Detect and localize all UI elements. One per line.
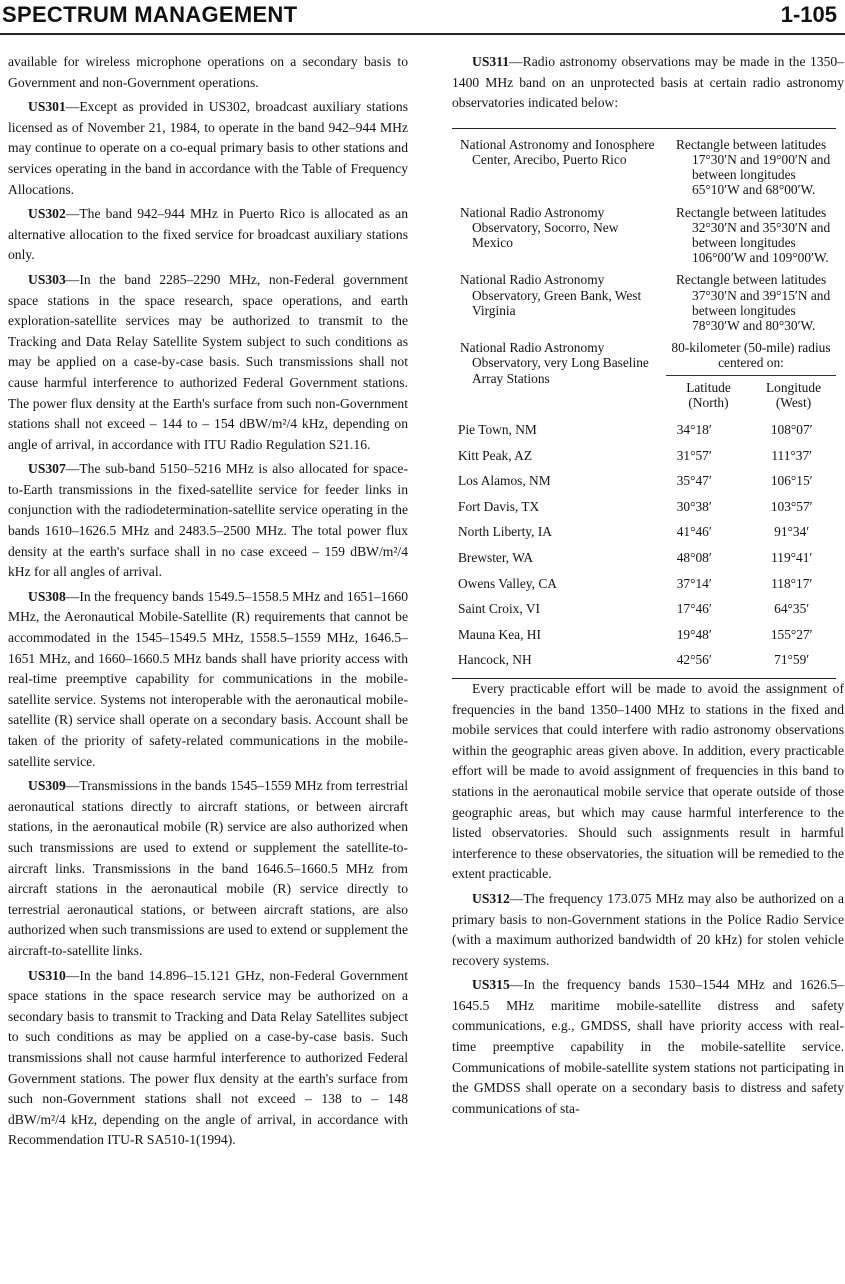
observatory-row bbox=[452, 137, 836, 198]
site-row bbox=[452, 473, 836, 488]
site-row bbox=[452, 601, 836, 616]
page-header bbox=[0, 0, 845, 36]
site-row bbox=[452, 576, 836, 591]
footnote-label-us307: US307 bbox=[28, 461, 66, 477]
paragraph-us302 bbox=[8, 204, 408, 266]
paragraph-us303 bbox=[8, 270, 408, 455]
observatory-area: Rectangle between latitudes 32°30′N and 35°30′N and between longitudes 106°00′W and 109°00′W. bbox=[676, 204, 831, 266]
observatory-name: National Radio Astronomy Observatory, Green Bank, West Virginia bbox=[460, 272, 642, 318]
observatory-name: National Astronomy and Ionosphere Center, Arecibo, Puerto Rico bbox=[460, 136, 655, 167]
paragraph-us309 bbox=[8, 776, 408, 961]
footnote-label-us308: US308 bbox=[28, 588, 66, 604]
latitude-header-sub: (North) bbox=[688, 394, 729, 410]
observatory-area: Rectangle between latitudes 37°30′N and 39°15′N and between longitudes 78°30′W and 80°30′W. bbox=[676, 272, 831, 334]
site-name: Los Alamos, NM bbox=[458, 473, 551, 489]
vlba-rule bbox=[666, 375, 836, 376]
footnote-text-us308: —In the frequency bands 1549.5–1558.5 MHz and 1651–1660 MHz, the Aeronautical Mobile-Satellite (R) requirements that cannot be accommodated in the 1545–1549.5 MHz, 1558.5–1559 MHz, 1646.5–1651 MHz, and 1660–1660.5 MHz bands shall have priority access with real-time preemptive capability for communications in the mobile-satellite service. Systems not interoperable with the aeronautical mobile-satellite (R) service shall operate on a secondary basis. Account shall be taken of the priority of safety-related communications in the mobile-satellite service. bbox=[8, 588, 408, 769]
site-latitude: 48°08′ bbox=[676, 550, 712, 565]
vlba-column-headers bbox=[666, 380, 836, 410]
site-latitude: 31°57′ bbox=[676, 447, 712, 463]
footnote-text-us312: —The frequency 173.075 MHz may also be authorized on a primary basis to non-Government stations in the Police Radio Service (with a maximum authorized bandwidth of 20 kHz) for stolen vehicle recovery systems. bbox=[452, 890, 844, 968]
site-longitude: 155°27′ bbox=[770, 626, 813, 642]
footnote-text-us315: —In the frequency bands 1530–1544 MHz and 1626.5–1645.5 MHz maritime mobile-satellite distress and safety communications, e.g., GMDSS, shall have priority access with real-time preemptive capability in the mobile-satellite service. Communications of mobile-satellite system stations not participating in the GMDSS shall operate on a secondary basis to distress and safety communications of sta- bbox=[452, 977, 844, 1116]
site-row bbox=[452, 550, 836, 565]
footnote-label-us301: US301 bbox=[28, 99, 66, 115]
footnote-label-us302: US302 bbox=[28, 206, 66, 222]
paragraph-us315 bbox=[452, 975, 844, 1119]
site-latitude: 17°46′ bbox=[676, 601, 712, 617]
site-longitude: 64°35′ bbox=[774, 601, 810, 617]
paragraph-after-table: Every practicable effort will be made to avoid the assignment of frequencies in the band 1350–1400 MHz to stations in the fixed and mobile services that could interfere with radio astronomy observations within the geographic areas given above. In addition, every practicable effort will be made to avoid assignment of frequencies in this band to stations in the aeronautical mobile service that operate outside of those geographic areas, but which may cause harmful interference to the listed observatories. Should such assignments result in harmful interference to these observatories, the situation will be remedied to the extent practicable. bbox=[452, 680, 844, 882]
latitude-header-label: Latitude bbox=[686, 379, 731, 395]
paragraph-us301 bbox=[8, 97, 408, 200]
site-name: Pie Town, NM bbox=[458, 422, 537, 438]
site-name: North Liberty, IA bbox=[458, 524, 552, 540]
paragraph-us310 bbox=[8, 966, 408, 1151]
longitude-header-label: Longitude bbox=[765, 379, 822, 395]
site-name: Saint Croix, VI bbox=[458, 601, 540, 617]
site-row bbox=[452, 652, 836, 667]
footnote-text-us301: —Except as provided in US302, broadcast auxiliary stations licensed as of November 21, 1984, to operate in the band 942–944 MHz may continue to operate on a co-equal primary basis to other stations and services operating in the band in accordance with the Table of Frequency Allocations. bbox=[8, 99, 408, 197]
site-latitude: 37°14′ bbox=[676, 575, 712, 591]
footnote-label-us311: US311 bbox=[472, 54, 510, 69]
site-longitude: 106°15′ bbox=[770, 473, 813, 489]
site-row bbox=[452, 499, 836, 514]
site-latitude: 35°47′ bbox=[676, 473, 712, 489]
site-latitude: 42°56′ bbox=[676, 652, 712, 668]
running-title: SPECTRUM MANAGEMENT bbox=[2, 2, 298, 27]
paragraph-us308 bbox=[8, 587, 408, 772]
vlba-header bbox=[666, 340, 836, 410]
footnote-text-us302: —The band 942–944 MHz in Puerto Rico is allocated as an alternative allocation to the fixed service for broadcast auxiliary stations only. bbox=[8, 206, 408, 263]
site-longitude: 91°34′ bbox=[774, 524, 810, 540]
longitude-header-sub: (West) bbox=[775, 394, 812, 410]
site-row bbox=[452, 627, 836, 642]
site-row bbox=[452, 448, 836, 463]
observatory-name: National Radio Astronomy Observatory, Socorro, New Mexico bbox=[460, 204, 619, 250]
site-latitude: 30°38′ bbox=[676, 498, 712, 514]
paragraph-us311 bbox=[452, 52, 844, 114]
site-latitude: 19°48′ bbox=[676, 626, 712, 642]
footnote-text-us310: —In the band 14.896–15.121 GHz, non-Federal Government space stations in the space research service may be authorized on a secondary basis to transmit to Tracking and Data Relay Satellites subject to such conditions as may be applied on a case-by-case basis. Such transmissions shall not cause harmful interference to authorized Federal Government stations. The power flux density at the earth's surface from such non-Government stations shall not exceed – 138 to – 148 dBW/m²/4 kHz, depending on the angle of arrival, in accordance with Recommendation ITU-R SA510-1(1994). bbox=[8, 967, 408, 1148]
site-name: Owens Valley, CA bbox=[458, 575, 557, 591]
footnote-text-us307: —The sub-band 5150–5216 MHz is also allocated for space-to-Earth transmissions in the fixed-satellite service for feeder links in conjunction with the radiodetermination-satellite service operating in the bands 1610–1626.5 MHz and 2483.5–2500 MHz. The total power flux density at the earth's surface shall in no case exceed – 159 dBW/m²/4 kHz for all angles of arrival. bbox=[8, 461, 408, 580]
longitude-header bbox=[751, 380, 836, 410]
site-longitude: 71°59′ bbox=[774, 652, 810, 668]
site-longitude: 111°37′ bbox=[771, 447, 813, 463]
vlba-row bbox=[452, 340, 836, 410]
site-name: Kitt Peak, AZ bbox=[458, 447, 533, 463]
paragraph-continuation: available for wireless microphone operations on a secondary basis to Government and non-Government operations. bbox=[8, 54, 408, 90]
footnote-label-us312: US312 bbox=[472, 890, 510, 906]
vlba-radius-label: 80-kilometer (50-mile) radius centered on: bbox=[671, 340, 831, 371]
vlba-name: National Radio Astronomy Observatory, very Long Baseline Array Stations bbox=[460, 340, 649, 386]
paragraph-us312 bbox=[452, 889, 844, 971]
site-latitude: 34°18′ bbox=[676, 422, 712, 438]
site-longitude: 119°41′ bbox=[771, 550, 813, 565]
site-longitude: 103°57′ bbox=[770, 498, 813, 514]
site-row bbox=[452, 524, 836, 539]
paragraph-us307 bbox=[8, 459, 408, 583]
header-rule bbox=[0, 33, 845, 35]
footnote-text-us303: —In the band 2285–2290 MHz, non-Federal government space stations in the space research, space operations, and earth exploration-satellite services may be authorized to transmit to the Tracking and Data Relay Satellite System subject to such conditions as may be applied on a case-by-case basis. Such transmissions shall not cause harmful interference to authorized Federal Government stations. The power flux density at the Earth's surface from such non-Government stations shall not exceed – 144 to – 154 dBW/m²/4 kHz, depending on angle of arrival, in accordance with ITU Radio Regulation S21.16. bbox=[8, 271, 408, 452]
right-column bbox=[452, 52, 844, 1123]
footnote-label-us315: US315 bbox=[472, 977, 510, 993]
site-longitude: 118°17′ bbox=[771, 575, 813, 591]
footnote-label-us310: US310 bbox=[28, 967, 66, 983]
latitude-header bbox=[666, 380, 751, 410]
observatory-area: Rectangle between latitudes 17°30′N and 19°00′N and between longitudes 65°10′W and 68°00′W. bbox=[676, 136, 831, 198]
site-name: Fort Davis, TX bbox=[458, 498, 540, 514]
site-longitude: 108°07′ bbox=[770, 422, 813, 438]
site-row bbox=[452, 422, 836, 437]
footnote-label-us309: US309 bbox=[28, 778, 66, 794]
footnote-text-us309: —Transmissions in the bands 1545–1559 MHz from terrestrial aeronautical stations directly to aircraft stations, or between aircraft stations, in the aeronautical mobile (R) service are also authorized when such transmissions are used to extend or supplement the satellite-to-aircraft links. Transmissions in the band 1646.5–1660.5 MHz from aircraft stations in the aeronautical mobile (R) service directly to terrestrial aeronautical stations, or between aircraft stations, are also authorized when such transmissions are used to extend or supplement the aircraft-to-satellite links. bbox=[8, 778, 408, 958]
footnote-text-us311: —Radio astronomy observations may be made in the 1350–1400 MHz band on an unprotected basis at certain radio astronomy observatories indicated below: bbox=[452, 54, 844, 111]
left-column bbox=[8, 52, 408, 1155]
observatory-row bbox=[452, 205, 836, 266]
page-number: 1-105 bbox=[780, 2, 837, 27]
site-latitude: 41°46′ bbox=[676, 524, 712, 540]
footnote-label-us303: US303 bbox=[28, 271, 66, 287]
observatory-table bbox=[452, 128, 836, 679]
site-name: Hancock, NH bbox=[458, 652, 532, 668]
site-name: Brewster, WA bbox=[458, 550, 534, 565]
observatory-row bbox=[452, 272, 836, 333]
site-name: Mauna Kea, HI bbox=[458, 626, 541, 642]
